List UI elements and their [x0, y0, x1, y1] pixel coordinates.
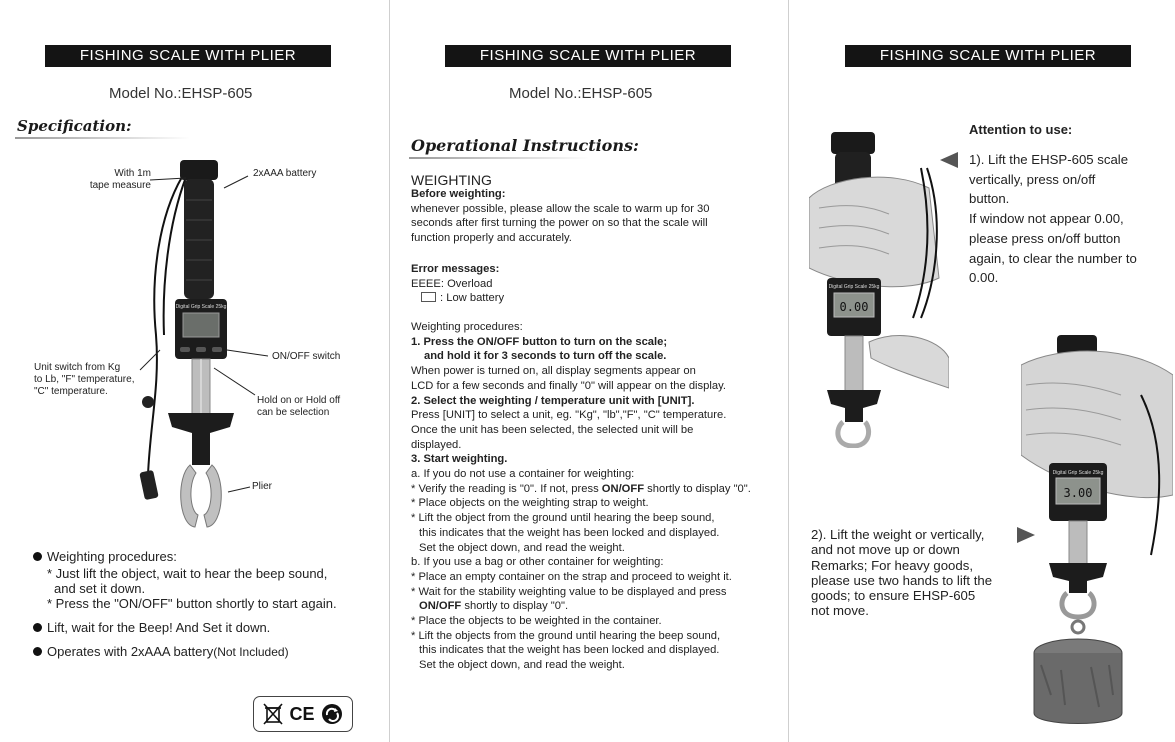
step1-text: LCD for a few seconds and finally "0" will appear on the display.: [411, 379, 726, 392]
annotation-unit-line3: "C" temperature.: [34, 386, 108, 397]
annotation-plier: Plier: [252, 481, 273, 492]
ce-mark-icon: CE: [289, 703, 315, 724]
bullet-dot: [33, 552, 42, 561]
a-lift: this indicates that the weight has been locked and displayed.: [419, 526, 720, 539]
operational-underline: [409, 157, 589, 159]
step1-line: vertically, press on/off: [969, 171, 1096, 187]
procedures-title: Weighting procedures:: [411, 321, 523, 333]
error-overload: EEEE: Overload: [411, 277, 493, 290]
recycle-icon: [321, 703, 343, 725]
step2-line: and not move up or down: [811, 542, 960, 558]
annotation-unit-switch: [34, 362, 134, 398]
low-battery-icon: [421, 292, 436, 302]
section-weighting: WEIGHTING: [411, 172, 492, 188]
bullet-dot: [33, 647, 42, 656]
certification-marks: [253, 696, 353, 732]
before-line: seconds after first turning the power on so that the scale will: [411, 217, 708, 230]
bullet-note: (Not Included): [213, 645, 289, 659]
b-lift: this indicates that the weight has been locked and displayed.: [419, 644, 720, 657]
step2-text: Once the unit has been selected, the selected unit will be: [411, 423, 694, 436]
attention-step2: [811, 527, 992, 619]
a-verify: [411, 482, 786, 497]
bullet-lift-beep: [33, 620, 270, 635]
step1-line: button.: [969, 191, 1010, 207]
operational-heading: Operational Instructions:: [411, 136, 639, 155]
weight-body: [1034, 653, 1122, 724]
photo1-finger: [869, 335, 949, 388]
panel1-banner: FISHING SCALE WITH PLIER: [45, 45, 331, 67]
error-title: Error messages:: [411, 263, 500, 275]
before-line: whenever possible, please allow the scale to warm up for 30: [411, 202, 710, 215]
step1-text: When power is turned on, all display segments appear on: [411, 365, 696, 378]
attention-step1: [969, 150, 1137, 288]
b-onoff: [411, 599, 786, 614]
bullet-text: Operates with 2xAAA battery: [47, 644, 214, 659]
panel2-model: Model No.:EHSP-605: [509, 85, 653, 102]
bullet-text: Weighting procedures:: [47, 549, 177, 564]
b-wait: * Wait for the stability weighting value to be displayed and press: [411, 585, 727, 598]
panel1-model: Model No.:EHSP-605: [109, 85, 253, 102]
bullet-dot: [33, 623, 42, 632]
b-lift: Set the object down, and read the weight.: [419, 659, 625, 672]
step1-line: 0.00.: [969, 270, 999, 286]
photo-lifting-weight: [1021, 335, 1173, 735]
step2-text: Press [UNIT] to select a unit, eg. "Kg", "lb","F", "C" temperature.: [411, 409, 727, 422]
a-title: a. If you do not use a container for weighting:: [411, 468, 635, 481]
photo2-brand: Digital Grip Scale 25kg: [1052, 470, 1104, 476]
step1-line-b: and hold it for 3 seconds to turn off the scale.: [424, 350, 667, 363]
step2-title: 2. Select the weighting / temperature unit with [UNIT].: [411, 394, 695, 407]
panel-operational-instructions: [390, 0, 788, 742]
panel-specification: [0, 0, 389, 742]
weighting-procedures-block: [411, 320, 786, 673]
annotation-hold: [257, 395, 340, 419]
photo1-hand: [809, 177, 939, 287]
step2-line: please use two hands to lift the: [811, 572, 993, 588]
bullet-text: Lift, wait for the Beep! And Set it down.: [47, 620, 271, 635]
step1-line: If window not appear 0.00,: [969, 211, 1124, 227]
spec-heading: Specification:: [17, 117, 132, 135]
step2-line: Remarks; For heavy goods,: [811, 557, 973, 573]
annotation-onoff: ON/OFF switch: [272, 351, 341, 362]
photo1-lcd-reading: 0.00: [839, 300, 869, 314]
annotation-unit-line2: to Lb, "F" temperature,: [34, 374, 135, 385]
b-onoff-bold: ON/OFF: [419, 600, 462, 613]
error-messages-block: [411, 262, 786, 306]
annotation-tape: [84, 168, 151, 192]
b-onoff-post: shortly to display "0".: [461, 600, 569, 613]
a-place: * Place objects on the weighting strap to weight.: [411, 497, 649, 510]
arrow-left-icon: [940, 152, 958, 168]
bullet-weighting-procedures: [33, 549, 177, 564]
panel-attention: [789, 0, 1175, 742]
step2-line: 2). Lift the weight or vertically,: [811, 527, 985, 542]
before-line: function properly and accurately.: [411, 232, 572, 245]
photo2-lcd-reading: 3.00: [1063, 486, 1093, 500]
bullet-sub-3: * Press the "ON/OFF" button shortly to start again.: [47, 596, 337, 611]
annotation-leaders: [0, 0, 389, 560]
step1-line: again, to clear the number to: [969, 250, 1137, 266]
annotation-hold-line2: can be selection: [257, 407, 330, 418]
panel3-banner: FISHING SCALE WITH PLIER: [845, 45, 1131, 67]
bullet-sub-1: * Just lift the object, wait to hear the beep sound,: [47, 566, 328, 581]
panel2-banner: FISHING SCALE WITH PLIER: [445, 45, 731, 67]
attention-title: Attention to use:: [969, 122, 1073, 137]
step2-text: displayed.: [411, 438, 462, 451]
weee-bin-icon: [263, 703, 283, 725]
step2-line: not move.: [811, 603, 869, 619]
a-verify-post: shortly to display "0".: [644, 482, 751, 495]
bullet-sub-2: and set it down.: [54, 581, 146, 596]
a-lift: Set the object down, and read the weight.: [419, 541, 625, 554]
annotation-battery: 2xAAA battery: [253, 168, 317, 179]
photo1-brand: Digital Grip Scale 25kg: [828, 284, 880, 290]
a-verify-pre: * Verify the reading is "0". If not, press: [411, 482, 602, 495]
step1-line-a: 1. Press the ON/OFF button to turn on the scale;: [411, 335, 668, 348]
photo-hand-holding-scale: [809, 128, 949, 448]
b-lift: * Lift the objects from the ground until hearing the beep sound,: [411, 629, 721, 642]
annotation-hold-line1: Hold on or Hold off: [257, 395, 341, 406]
a-lift: * Lift the object from the ground until hearing the beep sound,: [411, 512, 715, 525]
error-low-battery: [411, 291, 786, 306]
b-place: * Place an empty container on the strap and proceed to weight it.: [411, 570, 732, 583]
before-title: Before weighting:: [411, 188, 506, 200]
annotation-tape-line1: With 1m: [114, 168, 151, 179]
bullet-battery: [33, 644, 289, 660]
b-title: b. If you use a bag or other container for weighting:: [411, 556, 664, 569]
step3-title: 3. Start weighting.: [411, 453, 508, 466]
error-battery-text: : Low battery: [440, 292, 505, 305]
device-brand-text: Digital Grip Scale 25kg: [175, 304, 227, 310]
step1-line: 1). Lift the EHSP-605 scale: [969, 152, 1129, 167]
before-weighting-block: [411, 187, 786, 246]
annotation-unit-line1: Unit switch from Kg: [34, 362, 121, 373]
annotation-tape-line2: tape measure: [89, 180, 151, 191]
step1-line: please press on/off button: [969, 230, 1121, 246]
b-place2: * Place the objects to be weighted in the container.: [411, 615, 662, 628]
a-verify-bold: ON/OFF: [601, 482, 645, 495]
step2-line: goods; to ensure EHSP-605: [811, 588, 976, 604]
